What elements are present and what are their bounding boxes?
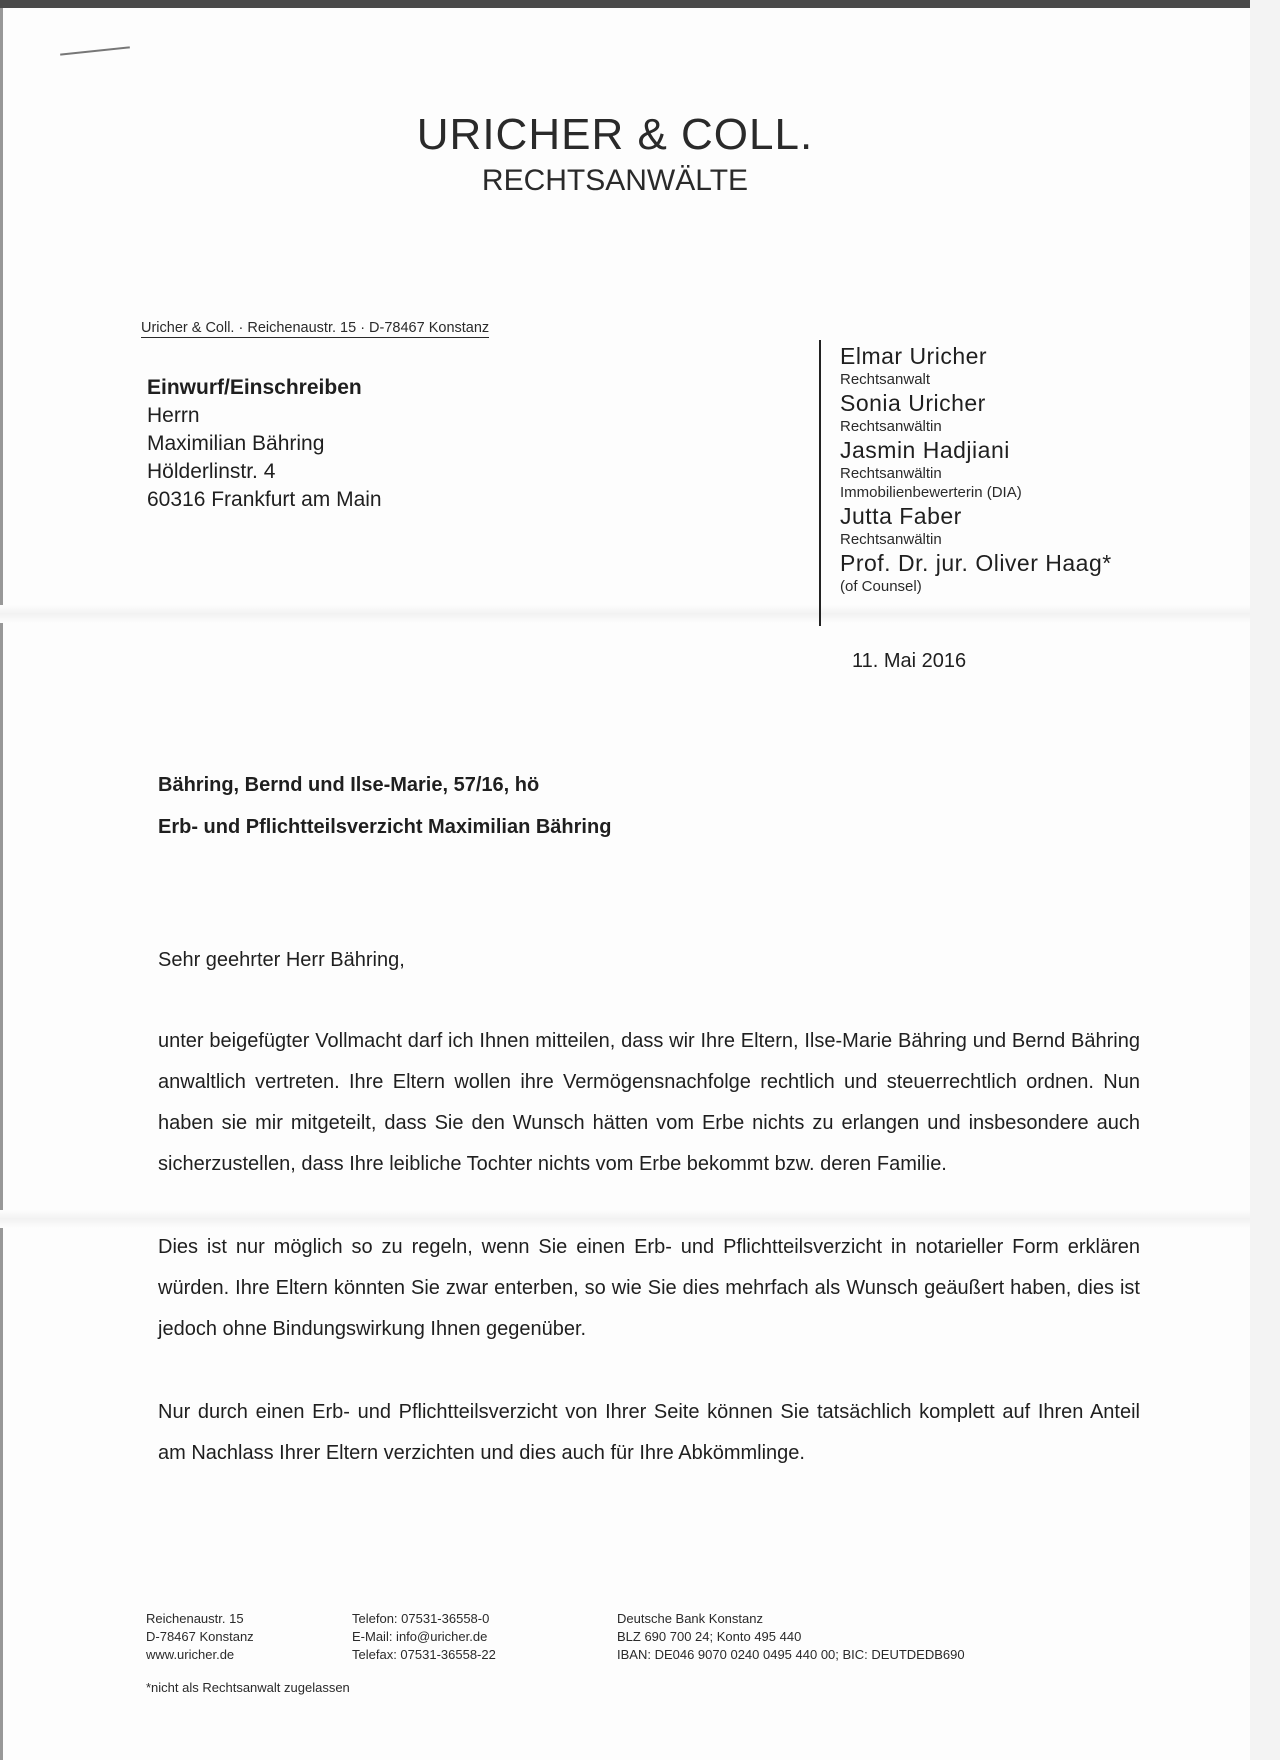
lawyer-entry [840, 549, 1112, 596]
lawyer-name: Jasmin Hadjiani [840, 437, 1010, 463]
footer-fax: Telefax: 07531-36558-22 [352, 1647, 496, 1662]
footnote: *nicht als Rechtsanwalt zugelassen [146, 1680, 350, 1695]
delivery-type: Einwurf/Einschreiben [147, 376, 362, 399]
lawyer-title: Rechtsanwältin [840, 418, 942, 435]
lawyer-name: Sonia Uricher [840, 390, 986, 416]
lawyer-name: Elmar Uricher [840, 343, 988, 369]
subject-line: Bähring, Bernd und Ilse-Marie, 57/16, hö [158, 774, 540, 796]
lawyer-entry [840, 389, 1112, 436]
footer-line: BLZ 690 700 24; Konto 495 440 [617, 1629, 802, 1644]
recipient-street: Hölderlinstr. 4 [147, 460, 276, 483]
lawyer-list [840, 342, 1112, 596]
footer-email: E-Mail: info@uricher.de [352, 1629, 488, 1644]
scan-edge-top [0, 0, 1280, 8]
recipient-salutation: Herrn [147, 404, 200, 427]
lawyer-entry [840, 436, 1112, 502]
body-paragraph: Nur durch einen Erb- und Pflichtteilsverzicht von Ihrer Seite können Sie tatsächlich komplett auf Ihren Anteil am Nachlass Ihrer Eltern verzichten und dies auch für Ihre Abkömmlinge. [158, 1401, 1140, 1464]
subject-line: Erb- und Pflichtteilsverzicht Maximilian Bähring [158, 816, 612, 838]
letter-body [158, 940, 1140, 1516]
body-paragraph: unter beigefügter Vollmacht darf ich Ihnen mitteilen, dass wir Ihre Eltern, Ilse-Marie Bähring und Bernd Bähring anwaltlich vertreten. Ihre Eltern wollen ihre Vermögensnachfolge rechtlich und steuerrechtlich ordnen. Nun haben sie mir mitgeteilt, dass Sie den Wunsch hätten vom Erbe nichts zu erlangen und insbesondere auch sicherzustellen, dass Ihre leibliche Tochter nichts vom Erbe bekommt bzw. deren Familie. [158, 1030, 1140, 1175]
staple-mark [60, 46, 130, 55]
footer-website: www.uricher.de [146, 1647, 235, 1662]
lawyer-name: Prof. Dr. jur. Oliver Haag* [840, 550, 1112, 576]
lawyer-title: Rechtsanwältin [840, 465, 942, 482]
lawyer-entry [840, 342, 1112, 389]
scan-edge-right [1250, 0, 1280, 1760]
footer-line: IBAN: DE046 9070 0240 0495 440 00; BIC: DEUTDEDB690 [617, 1647, 965, 1662]
footer-bank [617, 1610, 965, 1664]
recipient-address [147, 374, 382, 514]
lawyer-title: Immobilienbewerterin (DIA) [840, 484, 1022, 501]
body-paragraph: Dies ist nur möglich so zu regeln, wenn Sie einen Erb- und Pflichtteilsverzicht in notarieller Form erklären würden. Ihre Eltern könnten Sie zwar enterben, so wie Sie dies mehrfach als Wunsch geäußert haben, dies ist jedoch ohne Bindungswirkung Ihnen gegenüber. [158, 1236, 1140, 1340]
lawyer-title: Rechtsanwalt [840, 371, 931, 388]
greeting: Sehr geehrter Herr Bähring, [158, 949, 405, 971]
firm-subtitle: RECHTSANWÄLTE [481, 164, 749, 197]
recipient-name: Maximilian Bähring [147, 432, 325, 455]
lawyer-title: Rechtsanwältin [840, 531, 942, 548]
footer-line: D-78467 Konstanz [146, 1629, 254, 1644]
letter-date: 11. Mai 2016 [852, 650, 967, 672]
lawyer-divider [819, 340, 821, 626]
lawyer-name: Jutta Faber [840, 503, 962, 529]
recipient-city: 60316 Frankfurt am Main [147, 488, 382, 511]
sender-return-address: Uricher & Coll. · Reichenaustr. 15 · D-78467 Konstanz [141, 320, 490, 336]
footer-line: Deutsche Bank Konstanz [617, 1611, 763, 1626]
fold-line [0, 605, 1250, 623]
footer-contact [352, 1610, 496, 1664]
footer-line: Reichenaustr. 15 [146, 1611, 244, 1626]
subject-block [158, 774, 611, 858]
scan-edge-left [0, 8, 3, 1760]
letterhead [0, 110, 1230, 198]
lawyer-title: (of Counsel) [840, 578, 922, 595]
lawyer-entry [840, 502, 1112, 549]
footer-address [146, 1610, 254, 1664]
footer-phone: Telefon: 07531-36558-0 [352, 1611, 490, 1626]
firm-name: URICHER & COLL. [416, 110, 814, 159]
